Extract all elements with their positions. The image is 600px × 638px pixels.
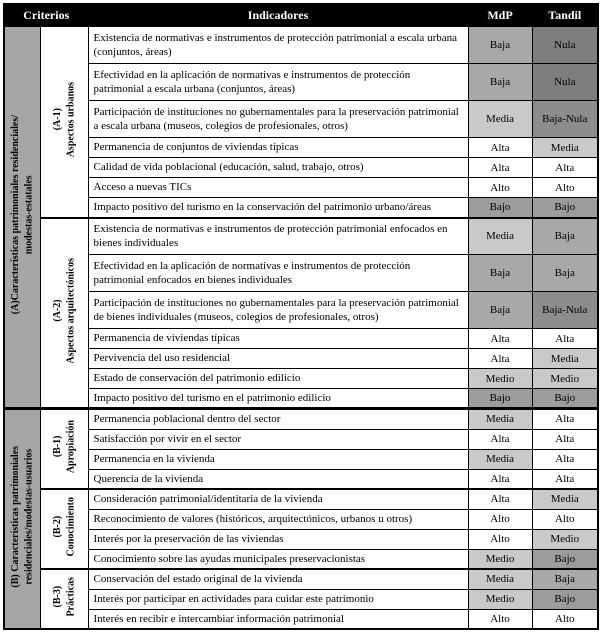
table-row <box>4 64 598 101</box>
mdp-value-cell: Baja <box>468 292 532 329</box>
indicator-cell: Participación de instituciones no gubernamentales para la preservación patrimonial a escala urbana (museos, colegios de profesionales, otros) <box>88 101 468 138</box>
tandil-value-cell: Baja <box>532 218 598 255</box>
mdp-value-cell: Alta <box>468 329 532 349</box>
tandil-value-cell: Bajo <box>532 549 598 569</box>
header-row <box>4 4 598 27</box>
mdp-value-cell: Alta <box>468 138 532 158</box>
criteria-group-a <box>4 27 40 409</box>
tandil-value-cell: Alto <box>532 178 598 198</box>
mdp-value-cell: Media <box>468 569 532 589</box>
tandil-value-cell: Medio <box>532 529 598 549</box>
table-row <box>4 218 598 255</box>
indicator-cell: Consideración patrimonial/identitaria de la vivienda <box>88 489 468 509</box>
mdp-value-cell: Bajo <box>468 389 532 409</box>
indicator-cell: Impacto positivo del turismo en la conservación del patrimonio urbano/áreas <box>88 198 468 218</box>
column-header-tandil: Tandil <box>532 4 598 27</box>
tandil-value-cell: Baja-Nula <box>532 101 598 138</box>
table-row <box>4 349 598 369</box>
vertical-label-line: Prácticas <box>65 576 76 617</box>
mdp-value-cell: Alta <box>468 158 532 178</box>
indicator-cell: Calidad de vida poblacional (educación, salud, trabajo, otros) <box>88 158 468 178</box>
table-row <box>4 101 598 138</box>
mdp-value-cell: Media <box>468 218 532 255</box>
criteria-subgroup-b3-label <box>51 577 78 616</box>
mdp-value-cell: Alta <box>468 349 532 369</box>
vertical-label-line: (A-1) <box>51 108 63 131</box>
mdp-value-cell: Media <box>468 449 532 469</box>
vertical-label-line: Conocimiento <box>65 496 76 557</box>
vertical-label-line: Aspectos arquitectónicos <box>65 257 76 364</box>
mdp-value-cell: Alta <box>468 489 532 509</box>
tandil-value-cell: Bajo <box>532 389 598 409</box>
vertical-label-line: (A)Características patrimoniales residenciales/ <box>9 115 21 315</box>
tandil-value-cell: Bajo <box>532 589 598 609</box>
mdp-value-cell: Alta <box>468 429 532 449</box>
table-row <box>4 429 598 449</box>
criteria-subgroup-b3 <box>40 569 88 629</box>
table-row <box>4 469 598 489</box>
indicator-cell: Estado de conservación del patrimonio edilicio <box>88 369 468 389</box>
vertical-label-line: (B-2) <box>51 515 63 538</box>
vertical-label-line: Apropiación <box>65 420 76 474</box>
indicator-cell: Acceso a nuevas TICs <box>88 178 468 198</box>
tandil-value-cell: Alto <box>532 609 598 629</box>
table-row <box>4 609 598 629</box>
indicator-cell: Pervivencia del uso residencial <box>88 349 468 369</box>
column-header-criterios: Criterios <box>4 4 88 27</box>
indicator-cell: Satisfacción por vivir en el sector <box>88 429 468 449</box>
tandil-value-cell: Alta <box>532 469 598 489</box>
criteria-subgroup-a2 <box>40 218 88 409</box>
mdp-value-cell: Medio <box>468 589 532 609</box>
comparison-table <box>3 3 599 630</box>
indicator-cell: Interés por la preservación de las viviendas <box>88 529 468 549</box>
mdp-value-cell: Alto <box>468 509 532 529</box>
indicator-cell: Efectividad en la aplicación de normativas e instrumentos de protección patrimonial a escala urbana (conjuntos, áreas) <box>88 64 468 101</box>
indicator-cell: Reconocimiento de valores (históricos, arquitectónicos, urbanos u otros) <box>88 509 468 529</box>
vertical-label-line: Aspectos urbanos <box>65 81 76 157</box>
mdp-value-cell: Baja <box>468 255 532 292</box>
vertical-label-line: (B-1) <box>51 435 63 458</box>
tandil-value-cell: Alta <box>532 329 598 349</box>
tandil-value-cell: Medio <box>532 369 598 389</box>
tandil-value-cell: Alta <box>532 449 598 469</box>
table-row <box>4 489 598 509</box>
vertical-label-line: (B) Características patrimoniales <box>9 445 21 588</box>
vertical-label-line: residenciales/modestas-usuarios <box>23 448 35 585</box>
table-row <box>4 178 598 198</box>
table-row <box>4 529 598 549</box>
table-row <box>4 255 598 292</box>
table-row <box>4 409 598 429</box>
vertical-label-line: (A-2) <box>51 299 63 322</box>
column-header-indicadores: Indicadores <box>88 4 468 27</box>
mdp-value-cell: Medio <box>468 369 532 389</box>
indicator-cell: Permanencia de viviendas típicas <box>88 329 468 349</box>
table-row <box>4 549 598 569</box>
criteria-subgroup-b1-label <box>51 420 78 473</box>
tandil-value-cell: Baja <box>532 255 598 292</box>
indicator-cell: Conservación del estado original de la vivienda <box>88 569 468 589</box>
table-row <box>4 27 598 64</box>
criteria-subgroup-a2-label <box>51 258 78 364</box>
criteria-subgroup-b1 <box>40 409 88 489</box>
mdp-value-cell: Bajo <box>468 198 532 218</box>
indicator-cell: Permanencia de conjuntos de viviendas típicas <box>88 138 468 158</box>
mdp-value-cell: Baja <box>468 27 532 64</box>
table-row <box>4 329 598 349</box>
tandil-value-cell: Media <box>532 349 598 369</box>
table-row <box>4 198 598 218</box>
tandil-value-cell: Media <box>532 489 598 509</box>
criteria-group-b <box>4 409 40 629</box>
mdp-value-cell: Medio <box>468 549 532 569</box>
tandil-value-cell: Alta <box>532 429 598 449</box>
indicator-cell: Querencia de la vivienda <box>88 469 468 489</box>
tandil-value-cell: Alta <box>532 409 598 429</box>
vertical-label-line: modestas-estatales <box>23 175 35 255</box>
criteria-subgroup-a1-label <box>51 82 78 157</box>
column-header-mdp: MdP <box>468 4 532 27</box>
mdp-value-cell: Alto <box>468 609 532 629</box>
indicator-cell: Permanencia en la vivienda <box>88 449 468 469</box>
indicator-cell: Participación de instituciones no gubernamentales para la preservación patrimonial de bienes individuales (museos, colegios de profesionales, otros) <box>88 292 468 329</box>
table-row <box>4 369 598 389</box>
table-row <box>4 389 598 409</box>
mdp-value-cell: Alta <box>468 469 532 489</box>
table-row <box>4 158 598 178</box>
indicator-cell: Existencia de normativas e instrumentos de protección patrimonial enfocados en bienes individuales <box>88 218 468 255</box>
table-row <box>4 569 598 589</box>
mdp-value-cell: Alto <box>468 178 532 198</box>
indicator-cell: Interés por participar en actividades para cuidar este patrimonio <box>88 589 468 609</box>
indicator-cell: Permanencia poblacional dentro del sector <box>88 409 468 429</box>
vertical-label-line: (B-3) <box>51 585 63 608</box>
tandil-value-cell: Nula <box>532 27 598 64</box>
criteria-group-a-label <box>9 115 36 314</box>
indicator-cell: Interés en recibir e intercambiar información patrimonial <box>88 609 468 629</box>
criteria-subgroup-b2 <box>40 489 88 569</box>
criteria-group-b-label <box>9 446 36 588</box>
tandil-value-cell: Baja-Nula <box>532 292 598 329</box>
mdp-value-cell: Media <box>468 409 532 429</box>
tandil-value-cell: Nula <box>532 64 598 101</box>
indicator-cell: Existencia de normativas e instrumentos de protección patrimonial a escala urbana (conjuntos, áreas) <box>88 27 468 64</box>
tandil-value-cell: Alto <box>532 509 598 529</box>
indicator-cell: Impacto positivo del turismo en el patrimonio edilicio <box>88 389 468 409</box>
tandil-value-cell: Alta <box>532 158 598 178</box>
indicator-cell: Conocimiento sobre las ayudas municipales preservacionistas <box>88 549 468 569</box>
mdp-value-cell: Media <box>468 101 532 138</box>
mdp-value-cell: Alto <box>468 529 532 549</box>
tandil-value-cell: Baja <box>532 569 598 589</box>
table-row <box>4 138 598 158</box>
table-row <box>4 449 598 469</box>
criteria-subgroup-a1 <box>40 27 88 218</box>
criteria-subgroup-b2-label <box>51 497 78 556</box>
tandil-value-cell: Bajo <box>532 198 598 218</box>
table-row <box>4 589 598 609</box>
table-row <box>4 509 598 529</box>
table-row <box>4 292 598 329</box>
mdp-value-cell: Baja <box>468 64 532 101</box>
tandil-value-cell: Media <box>532 138 598 158</box>
indicator-cell: Efectividad en la aplicación de normativas e instrumentos de protección patrimonial enfocados en bienes individuales <box>88 255 468 292</box>
